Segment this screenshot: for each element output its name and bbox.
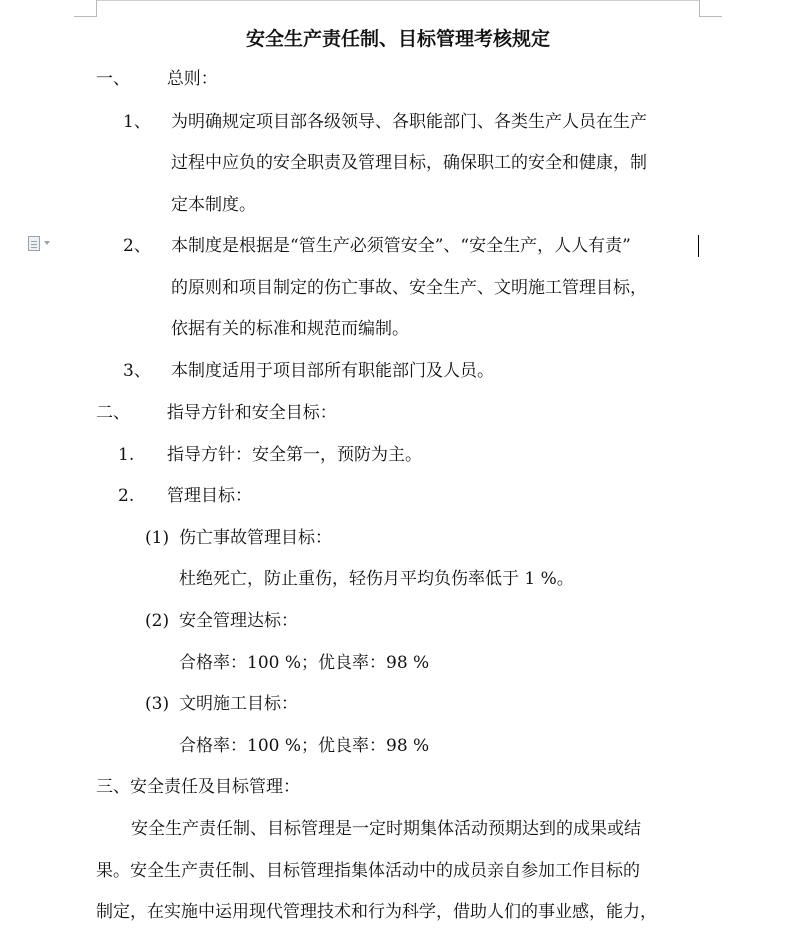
section-3-line-3: 制定，在实施中运用现代管理技术和行为科学，借助人们的事业感，能力， — [96, 902, 657, 922]
section-1-item-3-number: 3、 — [123, 361, 151, 381]
section-2-item-1-number: 1. — [118, 445, 135, 465]
section-2-item-2-text: 管理目标： — [167, 486, 252, 506]
section-1-item-2-number: 2、 — [123, 236, 151, 256]
subitem-2-number: (2) — [145, 611, 170, 631]
subitem-1-detail: 杜绝死亡，防止重伤，轻伤月平均负伤率低于 1 %。 — [179, 569, 574, 589]
section-1-item-2-line-2: 的原则和项目制定的伤亡事故、安全生产、文明施工管理目标， — [171, 278, 647, 298]
section-1-item-1-line-2: 过程中应负的安全职责及管理目标，确保职工的安全和健康，制 — [171, 153, 647, 173]
text-cursor — [698, 235, 699, 257]
section-2-item-1-text: 指导方针：安全第一，预防为主。 — [167, 445, 422, 465]
section-1-item-1-number: 1、 — [123, 112, 151, 132]
page-top-edge — [96, 0, 699, 1]
section-3-heading: 三、安全责任及目标管理： — [96, 777, 300, 797]
subitem-1-number: (1) — [145, 528, 170, 548]
subitem-3-detail: 合格率：100 %；优良率：98 % — [179, 736, 430, 756]
section-1-heading: 总则： — [166, 69, 218, 89]
section-1-marker: 一、 — [96, 69, 130, 89]
section-2-heading-row — [96, 402, 337, 424]
crop-mark-right — [699, 0, 722, 17]
section-2-marker: 二、 — [96, 403, 130, 423]
subitem-1-heading: 伤亡事故管理目标： — [179, 528, 332, 548]
subitem-3-heading: 文明施工目标： — [179, 694, 298, 714]
section-1-item-1-line-3: 定本制度。 — [171, 195, 256, 215]
section-3-line-2: 果。安全生产责任制、目标管理指集体活动中的成员亲自参加工作目标的 — [96, 861, 640, 881]
section-2-heading: 指导方针和安全目标： — [166, 403, 337, 423]
document-title: 安全生产责任制、目标管理考核规定 — [245, 28, 550, 50]
section-1-item-3-line-1: 本制度适用于项目部所有职能部门及人员。 — [171, 361, 494, 381]
subitem-3-number: (3) — [145, 694, 170, 714]
section-2-item-2-number: 2. — [118, 486, 135, 506]
chevron-down-icon — [44, 241, 50, 245]
subitem-2-heading: 安全管理达标： — [179, 611, 298, 631]
paragraph-document-icon[interactable] — [28, 236, 54, 252]
section-1-heading-row — [96, 68, 218, 90]
document-icon — [28, 236, 40, 251]
subitem-2-detail: 合格率：100 %；优良率：98 % — [179, 653, 430, 673]
section-1-item-1-line-1: 为明确规定项目部各级领导、各职能部门、各类生产人员在生产 — [171, 112, 647, 132]
section-1-item-2-line-3: 依据有关的标准和规范而编制。 — [171, 319, 409, 339]
section-1-item-2-line-1: 本制度是根据是“管生产必须管安全”、“安全生产，人人有责” — [171, 236, 631, 256]
section-3-line-1: 安全生产责任制、目标管理是一定时期集体活动预期达到的成果或结 — [131, 819, 641, 839]
crop-mark-left — [74, 0, 97, 17]
